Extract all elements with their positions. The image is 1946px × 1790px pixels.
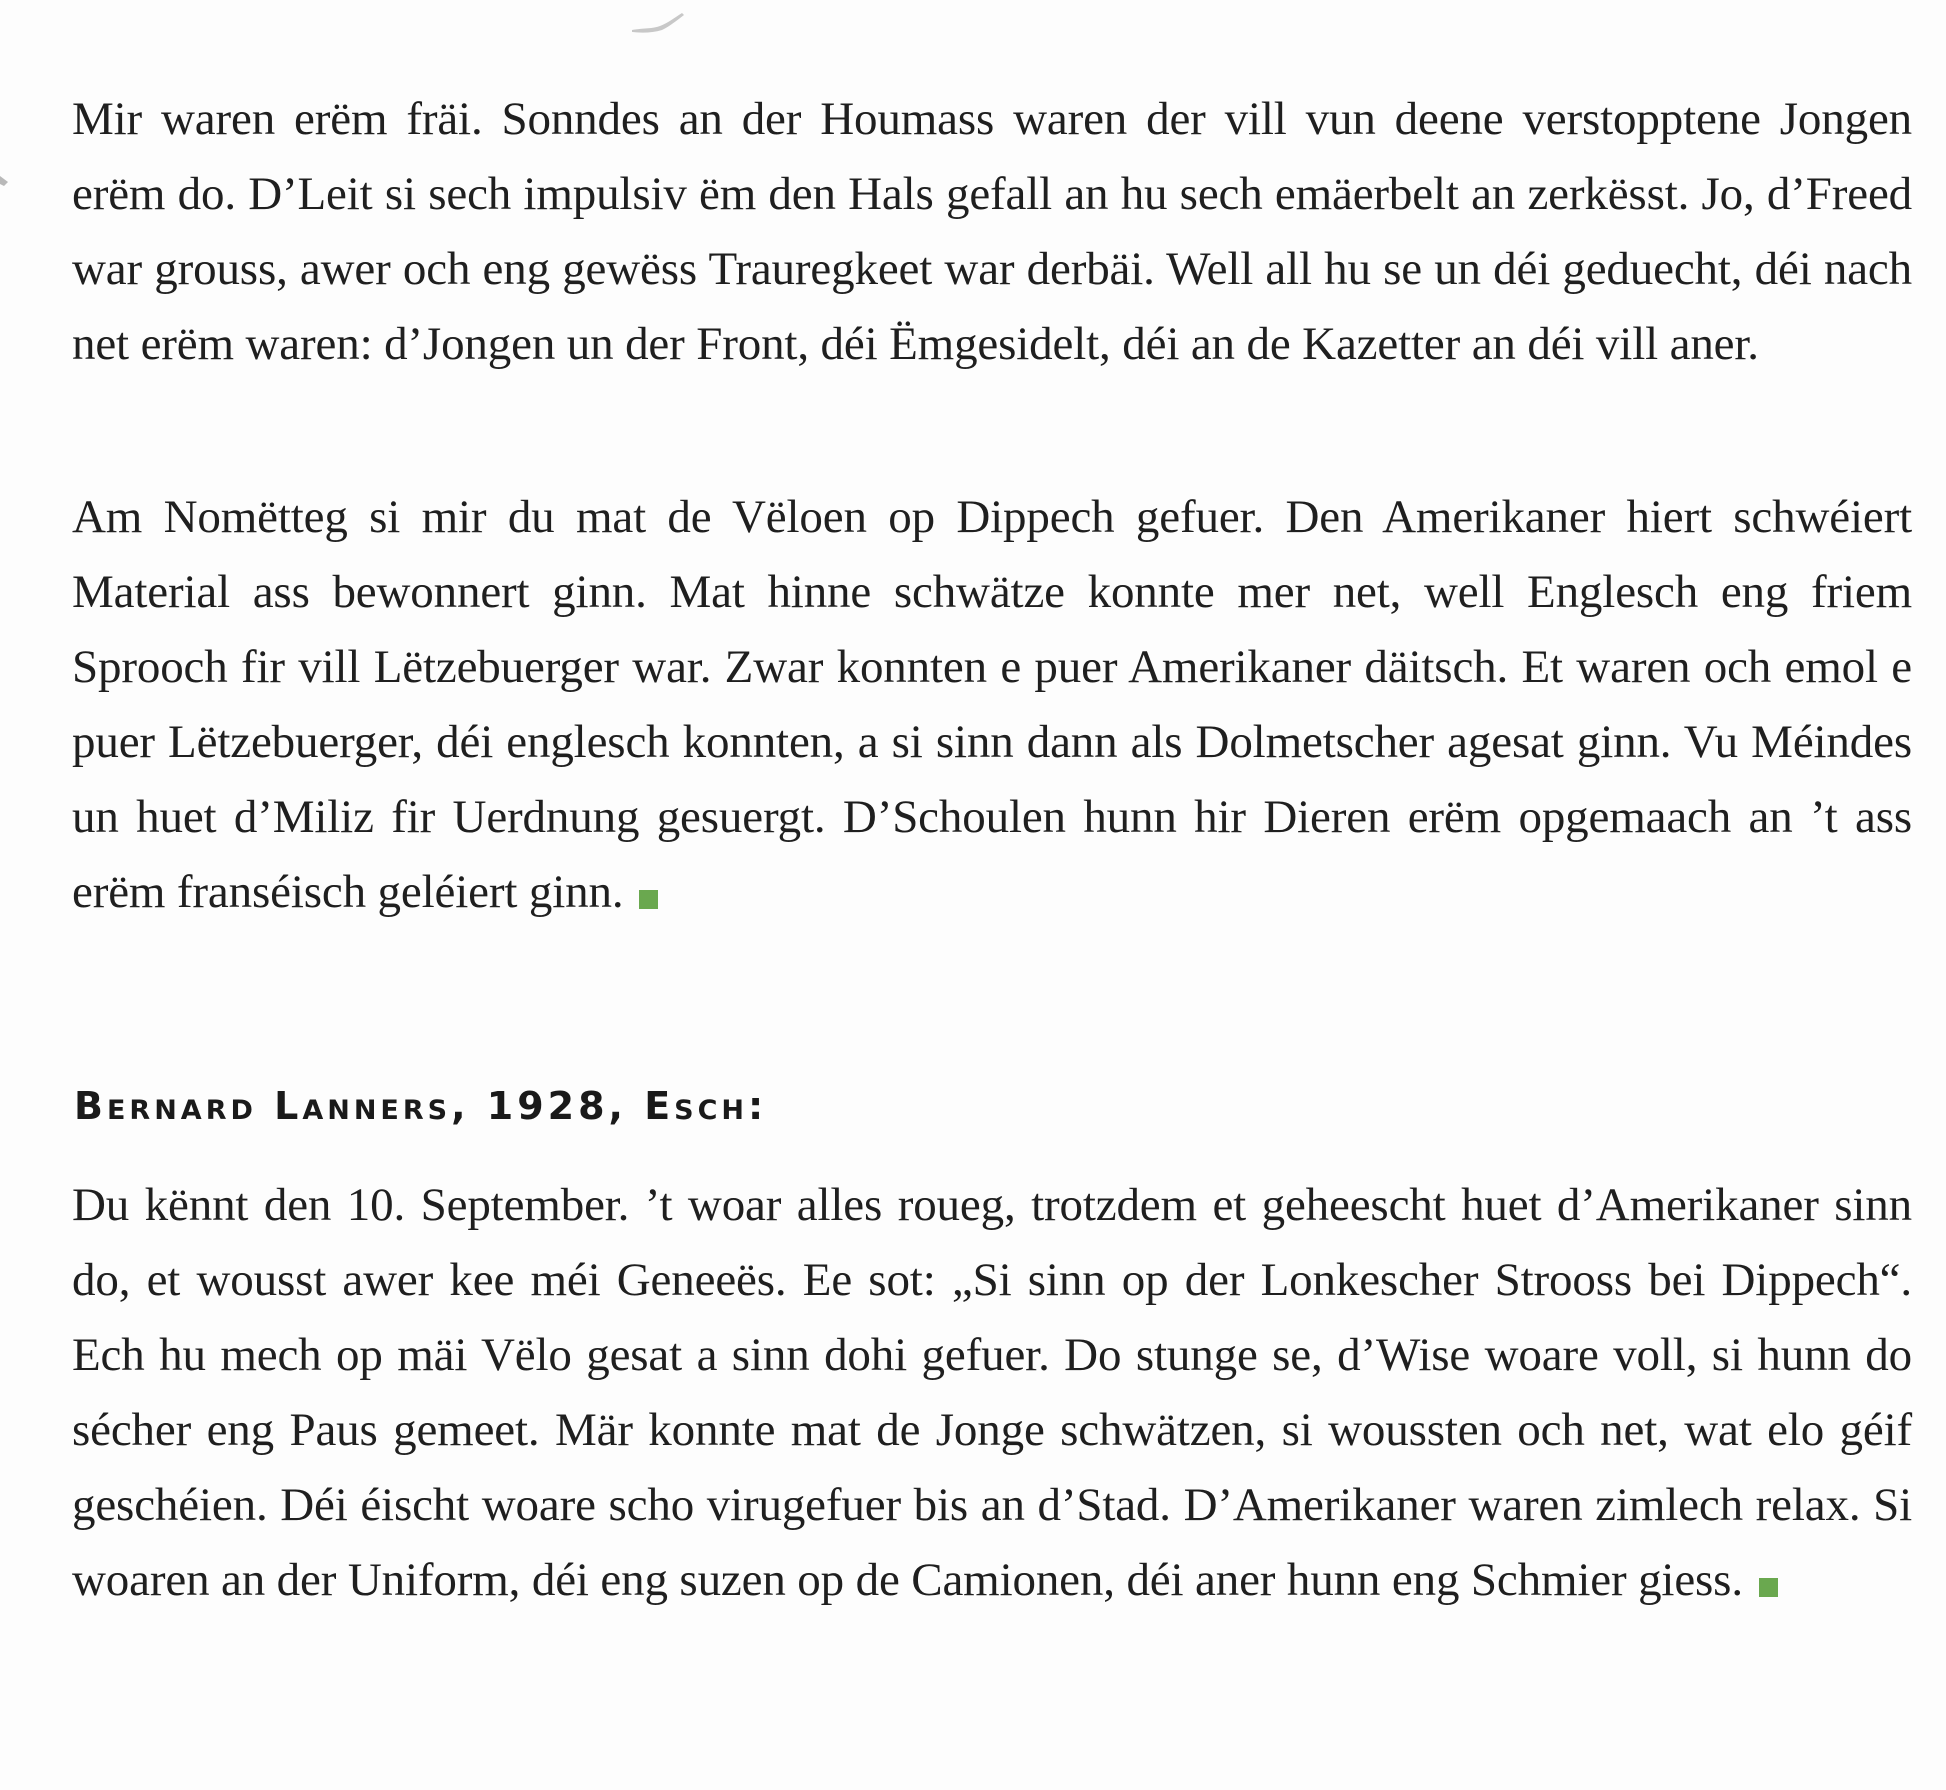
paragraph-2 xyxy=(72,480,1912,930)
paragraph-3-container xyxy=(72,1168,1912,1618)
paragraph-2-container xyxy=(72,480,1912,930)
paragraph-3 xyxy=(72,1168,1912,1618)
paragraph-1: Mir waren erëm fräi. Sonndes an der Houmass waren der vill vun deene verstopptene Jongen erëm do. D’Leit si sech impulsiv ëm den Hals gefall an hu sech emäerbelt an zerkësst. Jo, d’Freed war grouss, awer och eng gewëss Trauregkeet war derbäi. Well all hu se un déi geduecht, déi nach net erëm waren: d’Jongen un der Front, déi Ëmgesidelt, déi an de Kazetter an déi vill aner. xyxy=(72,93,1912,370)
paragraph-2-text: Am Nomëtteg si mir du mat de Vëloen op Dippech gefuer. Den Amerikaner hiert schwéiert Material ass bewonnert ginn. Mat hinne schwätze konnte mer net, well Englesch eng friem Sprooch fir vill Lëtzebuerger war. Zwar konnten e puer Amerikaner däitsch. Et waren och emol e puer Lëtzebuerger, déi englesch konnten, a si sinn dann als Dolmetscher agesat ginn. Vu Méindes un huet d’Miliz fir Uerdnung gesuergt. D’Schoulen hunn hir Dieren erëm opgemaach an ’t ass erëm franséisch geléiert ginn. xyxy=(72,491,1912,918)
scan-speck xyxy=(630,10,690,34)
paragraph-3-text: Du kënnt den 10. September. ’t woar alles roueg, trotzdem et geheescht huet d’Amerikaner sinn do, et wousst awer kee méi Geneeës. Ee sot: „Si sinn op der Lonkescher Strooss bei Dippech“. Ech hu mech op mäi Vëlo gesat a sinn dohi gefuer. Do stunge se, d’Wise woare voll, si hunn do sécher eng Paus gemeet. Mär konnte mat de Jonge schwätzen, si woussten och net, wat elo géif geschéien. Déi éischt woare scho virugefuer bis an d’Stad. D’Amerikaner waren zimlech relax. Si woaren an der Uniform, déi eng suzen op de Camionen, déi aner hunn eng Schmier giess. xyxy=(72,1179,1912,1606)
end-of-story-marker xyxy=(639,890,658,909)
section-heading: Bernard Lanners, 1928, Esch: xyxy=(74,1084,768,1128)
paragraph-1-container xyxy=(72,82,1912,382)
scan-mark-left xyxy=(0,172,14,196)
end-of-story-marker xyxy=(1759,1578,1778,1597)
